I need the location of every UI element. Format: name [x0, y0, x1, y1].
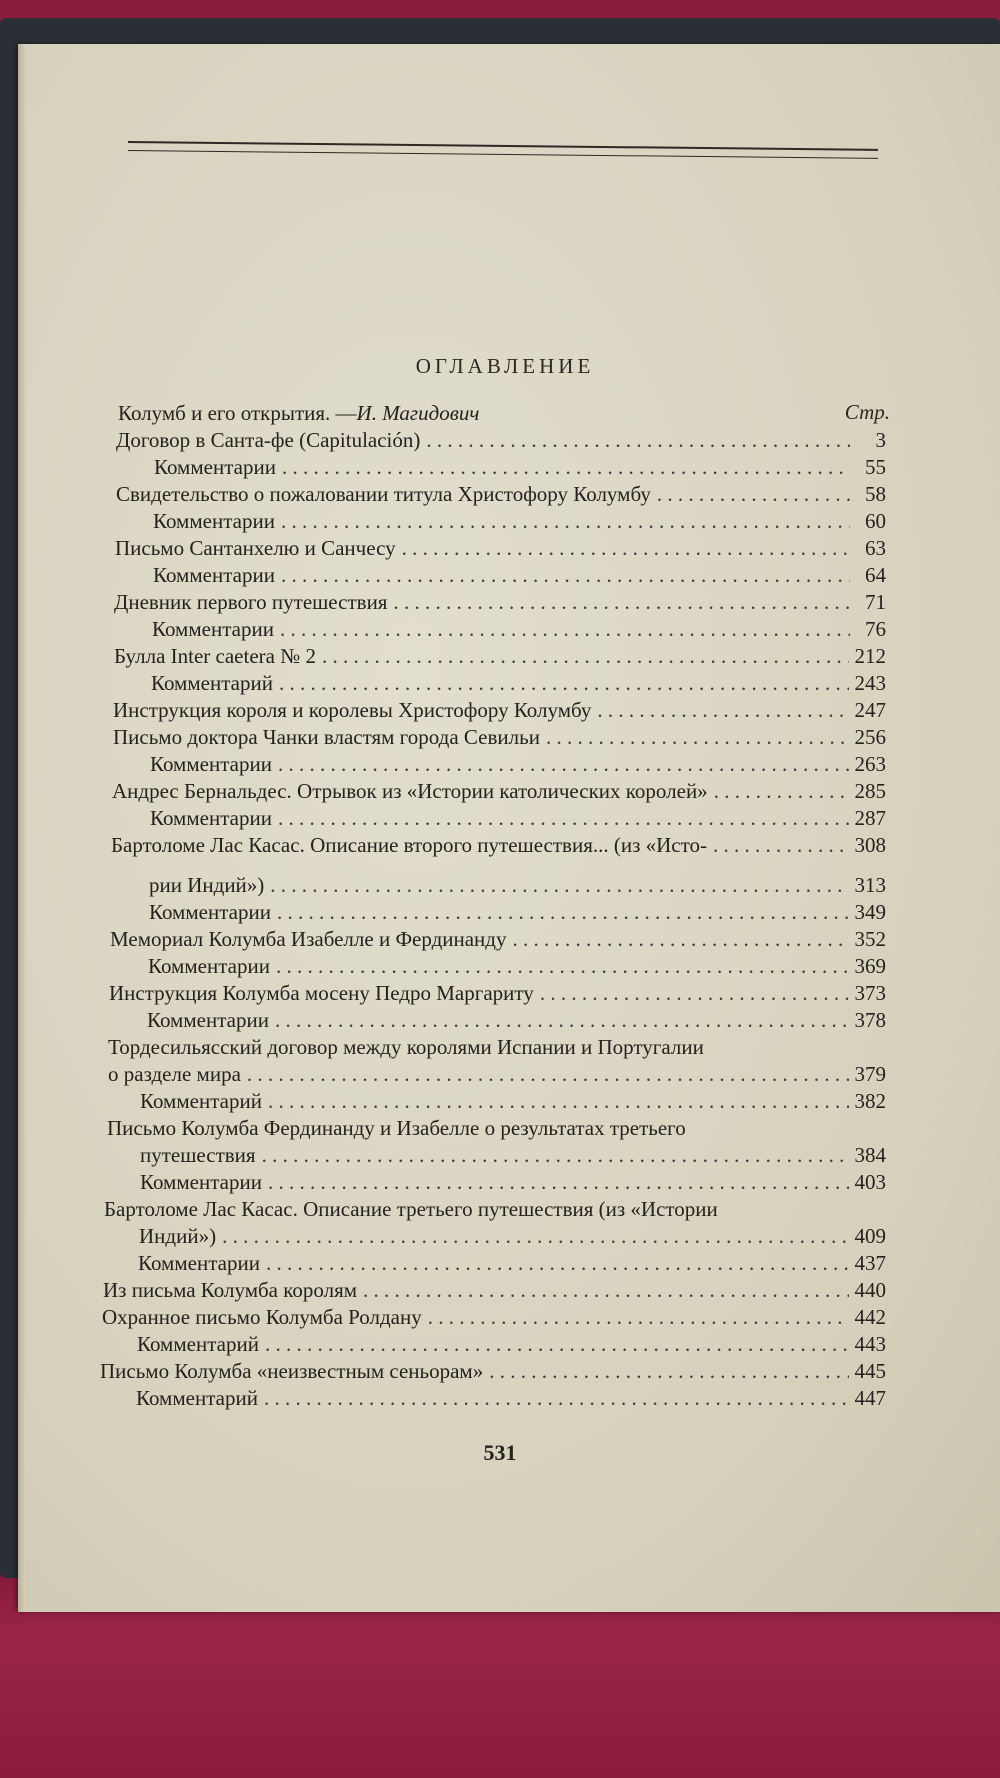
dot-leader — [268, 1088, 849, 1114]
toc-entry-page: 76 — [865, 617, 886, 641]
toc-entry-title: Комментарии — [149, 900, 271, 924]
toc-entry-title: путешествия — [140, 1143, 256, 1167]
toc-entry-title: Колумб и его открытия. — — [118, 401, 357, 425]
dot-leader — [282, 454, 850, 480]
toc-entry-title: Бартоломе Лас Касас. Описание второго путешествия... (из «Исто- — [111, 833, 708, 857]
toc-entry — [118, 400, 788, 426]
toc-entry-page: 447 — [854, 1386, 886, 1410]
toc-entry — [112, 778, 886, 804]
toc-entry-title: Из письма Колумба королям — [103, 1278, 358, 1302]
toc-entry-page: 308 — [854, 833, 886, 857]
toc-entry-page: 64 — [865, 563, 886, 587]
toc-entry-title: Дневник первого путешествия — [114, 590, 388, 614]
toc-entry — [116, 427, 886, 453]
toc-entry — [148, 953, 886, 979]
toc-entry-title: Бартоломе Лас Касас. Описание третьего путешествия (из «Истории — [104, 1197, 718, 1221]
toc-entry-page: 373 — [854, 981, 886, 1005]
dot-leader — [266, 1250, 849, 1276]
toc-entry — [100, 1358, 886, 1384]
toc-entry — [114, 589, 886, 615]
dot-leader — [265, 1331, 849, 1357]
toc-entry-page: 352 — [854, 927, 886, 951]
toc-entry — [150, 751, 886, 777]
dot-leader — [428, 1304, 849, 1330]
toc-entry — [154, 454, 886, 480]
toc-entry-page: 3 — [875, 428, 886, 452]
toc-entry-page: 369 — [854, 954, 886, 978]
toc-entry-title: Комментарии — [153, 563, 275, 587]
dot-leader — [489, 1358, 848, 1384]
toc-entry-page: 287 — [854, 806, 886, 830]
toc-entry-page: 55 — [865, 455, 886, 479]
toc-entry — [150, 805, 886, 831]
toc-entry-title: Комментарии — [147, 1008, 269, 1032]
dot-leader — [546, 724, 849, 750]
toc-entry — [137, 1331, 886, 1357]
toc-entry-title: о разделе мира — [108, 1062, 241, 1086]
toc-entry-page: 60 — [865, 509, 886, 533]
toc-entry-page: 243 — [854, 671, 886, 695]
dot-leader — [270, 872, 848, 898]
toc-entry — [153, 562, 886, 588]
toc-entry-title: Индий») — [139, 1224, 217, 1248]
dot-leader — [276, 953, 849, 979]
toc-entry — [107, 1115, 886, 1141]
toc-entry-title: Договор в Санта-фе (Capitulación) — [116, 428, 421, 452]
toc-entry-page: 63 — [865, 536, 886, 560]
dot-leader — [278, 805, 849, 831]
toc-entry — [116, 481, 886, 507]
toc-entry-page: 382 — [854, 1089, 886, 1113]
toc-entry-title: Свидетельство о пожаловании титула Христофору Колумбу — [116, 482, 651, 506]
toc-entry-page: 437 — [854, 1251, 886, 1275]
toc-entry — [108, 1061, 886, 1087]
toc-entry-page: 313 — [854, 873, 886, 897]
toc-entry — [152, 616, 886, 642]
dot-leader — [264, 1385, 849, 1411]
dot-leader — [393, 589, 850, 615]
toc-entry-page: 378 — [854, 1008, 886, 1032]
dot-leader — [540, 980, 849, 1006]
toc-entry-page: 445 — [854, 1359, 886, 1383]
toc-entry — [140, 1142, 886, 1168]
toc-entry-title: Инструкция Колумба мосену Педро Маргариту — [109, 981, 534, 1005]
toc-entry-title: Письмо доктора Чанки властям города Севильи — [113, 725, 540, 749]
toc-entry-title: рии Индий») — [149, 873, 265, 897]
toc-entry — [108, 1034, 886, 1060]
toc-entry — [149, 899, 886, 925]
dot-leader — [280, 616, 850, 642]
toc-entry — [113, 697, 886, 723]
toc-entry-title: Булла Inter caetera № 2 — [114, 644, 317, 668]
toc-entry — [114, 643, 886, 669]
toc-entry — [138, 1250, 886, 1276]
toc-entry-page: 384 — [854, 1143, 886, 1167]
toc-entry — [140, 1088, 886, 1114]
toc-entry-title: Комментарии — [154, 455, 276, 479]
toc-entry — [115, 535, 886, 561]
dot-leader — [278, 751, 849, 777]
toc-entry — [147, 1007, 886, 1033]
toc-entry — [110, 926, 886, 952]
toc-entry-page: 247 — [854, 698, 886, 722]
toc-entry — [104, 1196, 886, 1222]
toc-entry-title: Андрес Бернальдес. Отрывок из «Истории католических королей» — [112, 779, 708, 803]
toc-entry-title: Письмо Колумба «неизвестным сеньорам» — [100, 1359, 484, 1383]
toc-entry-title: Комментарий — [137, 1332, 259, 1356]
toc-entry-page: 440 — [854, 1278, 886, 1302]
toc-entry-title: Письмо Сантанхелю и Санчесу — [115, 536, 396, 560]
toc-entry-page: 285 — [854, 779, 886, 803]
toc-entry-page: 403 — [854, 1170, 886, 1194]
page-column-header: Стр. — [844, 400, 890, 424]
toc-entry-page: 263 — [854, 752, 886, 776]
toc-entry-page: 349 — [854, 900, 886, 924]
toc-entry — [102, 1304, 886, 1330]
toc-entry — [103, 1277, 886, 1303]
toc-title: ОГЛАВЛЕНИЕ — [415, 354, 595, 378]
dot-leader — [277, 899, 849, 925]
dot-leader — [279, 670, 849, 696]
toc-entry-title: Комментарий — [140, 1089, 262, 1113]
dot-leader — [512, 926, 848, 952]
dot-leader — [281, 562, 850, 588]
dot-leader — [262, 1142, 849, 1168]
dot-leader — [322, 643, 848, 669]
dot-leader — [247, 1061, 849, 1087]
dot-leader — [426, 427, 850, 453]
toc-entry-title: Комментарий — [136, 1386, 258, 1410]
toc-entry-title: Охранное письмо Колумба Ролдану — [102, 1305, 422, 1329]
toc-entry — [149, 872, 886, 898]
dot-leader — [714, 778, 849, 804]
toc-entry-title: Мемориал Колумба Изабелле и Фердинанду — [110, 927, 507, 951]
toc-entry-title: Письмо Колумба Фердинанду и Изабелле о результатах третьего — [107, 1116, 686, 1140]
toc-entry-page: 212 — [854, 644, 886, 668]
toc-entry-title: Комментарии — [150, 752, 272, 776]
toc-entry-title: Комментарии — [140, 1170, 262, 1194]
toc-entry-page: 442 — [854, 1305, 886, 1329]
toc-entry-page: 409 — [854, 1224, 886, 1248]
toc-entry — [153, 508, 886, 534]
toc-entry — [111, 832, 886, 858]
dot-leader — [222, 1223, 848, 1249]
page-number: 531 — [483, 1440, 517, 1465]
toc-entry-title: Комментарии — [148, 954, 270, 978]
toc-entry-page: 443 — [854, 1332, 886, 1356]
toc-entry — [109, 980, 886, 1006]
toc-entry-page: 256 — [854, 725, 886, 749]
dot-leader — [281, 508, 850, 534]
toc-entry-page: 71 — [865, 590, 886, 614]
dot-leader — [713, 832, 848, 858]
dot-leader — [657, 481, 850, 507]
toc-entry-title: Комментарии — [138, 1251, 260, 1275]
toc-entry-page: 58 — [865, 482, 886, 506]
toc-entry-title: Комментарии — [153, 509, 275, 533]
toc-entry — [136, 1385, 886, 1411]
toc-entry-author: И. Магидович — [356, 401, 480, 425]
dot-leader — [363, 1277, 848, 1303]
dot-leader — [402, 535, 850, 561]
toc-entry-title: Комментарий — [151, 671, 273, 695]
dot-leader — [275, 1007, 849, 1033]
toc-entry-title: Комментарии — [152, 617, 274, 641]
toc-entry-page: 379 — [854, 1062, 886, 1086]
toc-entry — [113, 724, 886, 750]
toc-entry-title: Комментарии — [150, 806, 272, 830]
toc-entry-title: Тордесильясский договор между королями Испании и Португалии — [108, 1035, 704, 1059]
toc-entry — [139, 1223, 886, 1249]
toc-entry — [151, 670, 886, 696]
toc-entry-title: Инструкция короля и королевы Христофору Колумбу — [113, 698, 592, 722]
dot-leader — [268, 1169, 849, 1195]
toc-entry — [140, 1169, 886, 1195]
dot-leader — [597, 697, 848, 723]
